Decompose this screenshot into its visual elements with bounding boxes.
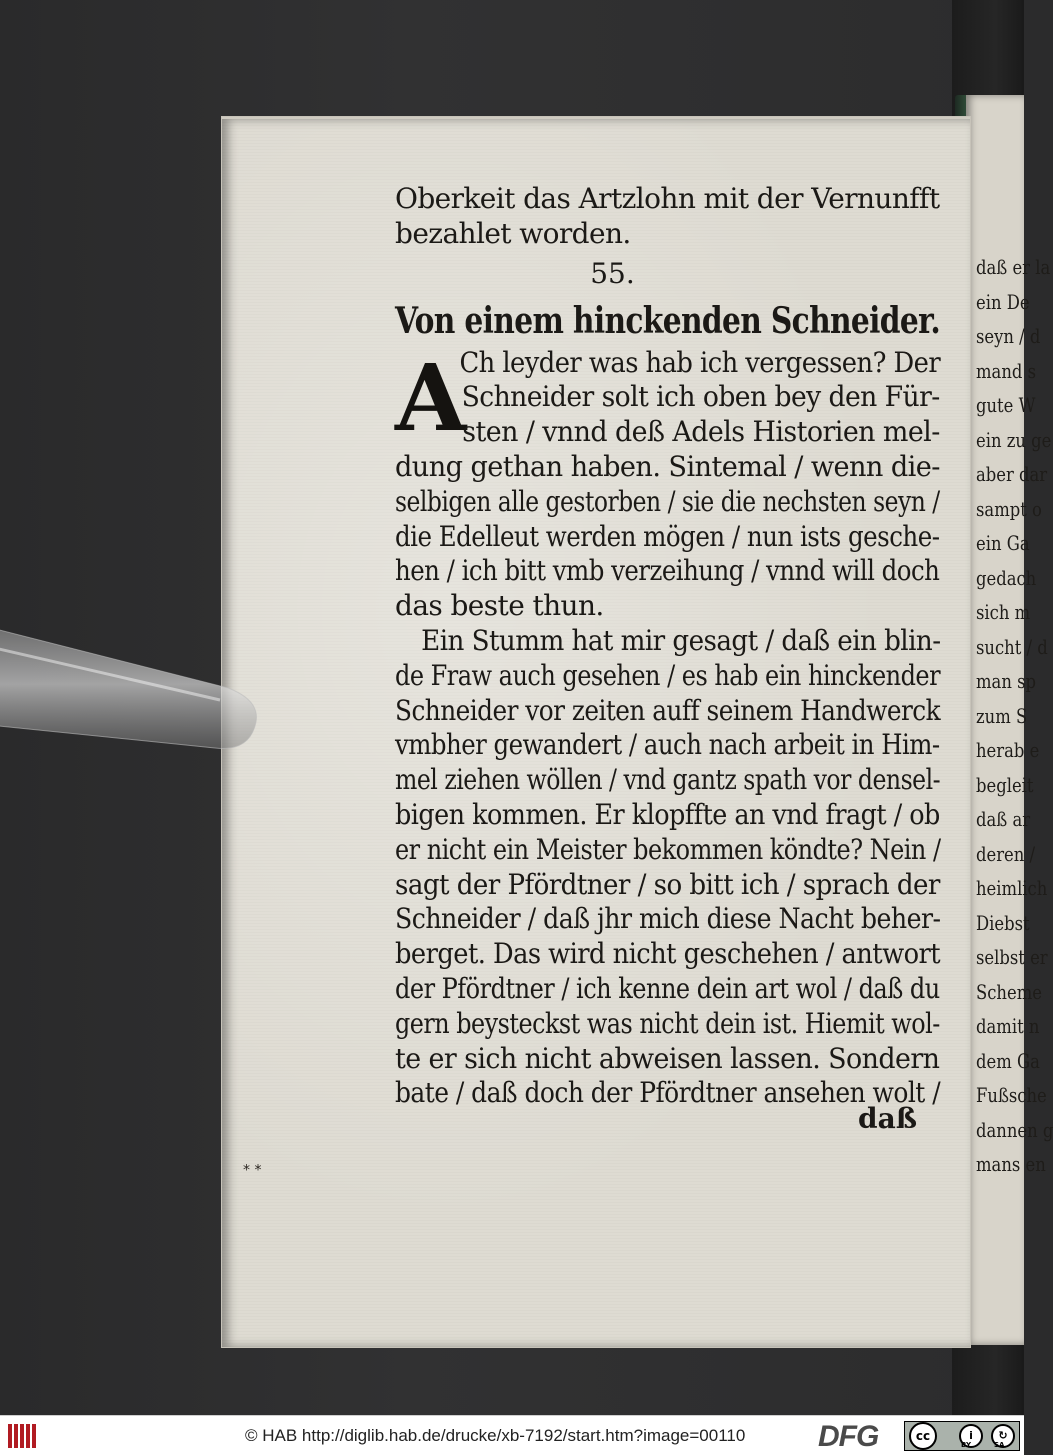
facing-page-line: sich m	[976, 600, 1031, 624]
text-line: sten / vnnd deß Adels Historien mel-	[462, 415, 940, 449]
by-icon: i	[959, 1424, 983, 1448]
facing-page-line: man sp	[976, 669, 1037, 693]
facing-page-line: damit n	[976, 1014, 1040, 1038]
facing-page-line: herab e	[976, 738, 1040, 762]
facing-page-line: begleit	[976, 772, 1034, 797]
facing-page-line: gute W	[976, 393, 1036, 417]
source-credit: © HAB http://diglib.hab.de/drucke/xb-7192/start.htm?image=00110	[245, 1426, 746, 1445]
text-line: selbigen alle gestorben / sie die nechsten seyn /	[395, 484, 940, 518]
paragraph-2	[395, 624, 940, 1111]
text-line: hen / ich bitt vmb verzeihung / vnnd will doch	[395, 554, 940, 588]
hab-logo-icon	[8, 1424, 40, 1448]
facing-page-line: daß er la	[976, 255, 1051, 279]
catchword: daß	[858, 1102, 917, 1135]
viewer-footer	[0, 1415, 1024, 1455]
cc-icon: cc	[909, 1422, 937, 1450]
facing-page-line: heimlich	[976, 876, 1048, 900]
by-label: BY	[961, 1441, 972, 1449]
text-line: sagt der Pfördtner / so bitt ich / sprach der	[395, 867, 940, 901]
text-line: das beste thun.	[395, 589, 604, 623]
sa-label: SA	[994, 1441, 1005, 1449]
chapter-number: 55.	[590, 256, 635, 290]
facing-page-line: Fußsche	[976, 1083, 1047, 1107]
facing-page-line: selbst er	[976, 945, 1048, 969]
text-line: bigen kommen. Er klopffte an vnd fragt / ob	[395, 797, 940, 831]
facing-page-line: mand s	[976, 358, 1037, 383]
text-line: Ein Stumm hat mir gesagt / daß ein blin-	[421, 623, 941, 657]
facing-page-line: sampt o	[976, 496, 1042, 521]
facing-page-line: mans en	[976, 1152, 1046, 1176]
page-text	[395, 182, 940, 1111]
facing-page-line: seyn / d	[976, 324, 1041, 348]
text-line: er nicht ein Meister bekommen köndte? Nein /	[395, 832, 941, 866]
facing-page-line: ein zu ge	[976, 427, 1052, 452]
text-line: bezahlet worden.	[395, 216, 631, 250]
text-line: vmbher gewandert / auch nach arbeit in Him-	[395, 728, 940, 762]
facing-page-line: dem Ga	[976, 1048, 1040, 1073]
facing-page-line: zum S	[976, 703, 1028, 728]
paragraph-1	[395, 343, 941, 624]
text-line: Schneider / daß jhr mich diese Nacht beher-	[395, 902, 941, 936]
text-line: Ch leyder was hab ich vergessen? Der	[459, 345, 941, 379]
facing-page-line: ein De	[976, 289, 1030, 314]
facing-page-line: daß ar	[976, 807, 1031, 831]
text-line: de Fraw auch gesehen / es hab ein hinckender	[395, 658, 941, 692]
text-line: Schneider solt ich oben bey den Für-	[461, 380, 940, 414]
facing-page-line: aber dar	[976, 462, 1048, 486]
text-line: berget. Das wird nicht geschehen / antwort	[395, 937, 941, 971]
facing-page-line: Scheme	[976, 979, 1042, 1004]
text-line: te er sich nicht abweisen lassen. Sondern	[395, 1041, 940, 1075]
facing-page	[966, 95, 1053, 1345]
facing-page-line: ein Ga	[976, 531, 1030, 555]
facing-page-line: Diebst	[976, 910, 1030, 935]
text-line: der Pfördtner / ich kenne dein art wol / daß du	[395, 971, 940, 1005]
text-line: gern beysteckst was nicht dein ist. Hiemit wol-	[395, 1006, 940, 1040]
text-line: Schneider vor zeiten auff seinem Handwerck	[395, 693, 941, 727]
text-line: die Edelleut werden mögen / nun ists gesche-	[395, 519, 940, 553]
text-line: mel ziehen wöllen / vnd gantz spath vor densel-	[395, 763, 941, 797]
text-line: bate / daß doch der Pfördtner ansehen wolt /	[395, 1076, 941, 1110]
text-line: Oberkeit das Artzlohn mit der Vernunfft	[395, 182, 940, 215]
dfg-logo: DFG	[818, 1420, 879, 1453]
drop-cap: A	[395, 343, 467, 452]
facing-page-line: dannen g	[976, 1117, 1053, 1142]
facing-page-line: deren /	[976, 841, 1036, 866]
margin-mark: ⁎ ⁎	[243, 1158, 262, 1174]
sa-icon: ↻	[991, 1424, 1015, 1448]
facing-page-line: gedach	[976, 565, 1037, 590]
chapter-heading: Von einem hinckenden Schneider.	[395, 299, 941, 342]
facing-page-line: sucht / d	[976, 634, 1048, 659]
text-line: dung gethan haben. Sintemal / wenn die-	[395, 449, 940, 483]
cc-license-badge[interactable]	[904, 1421, 1020, 1451]
